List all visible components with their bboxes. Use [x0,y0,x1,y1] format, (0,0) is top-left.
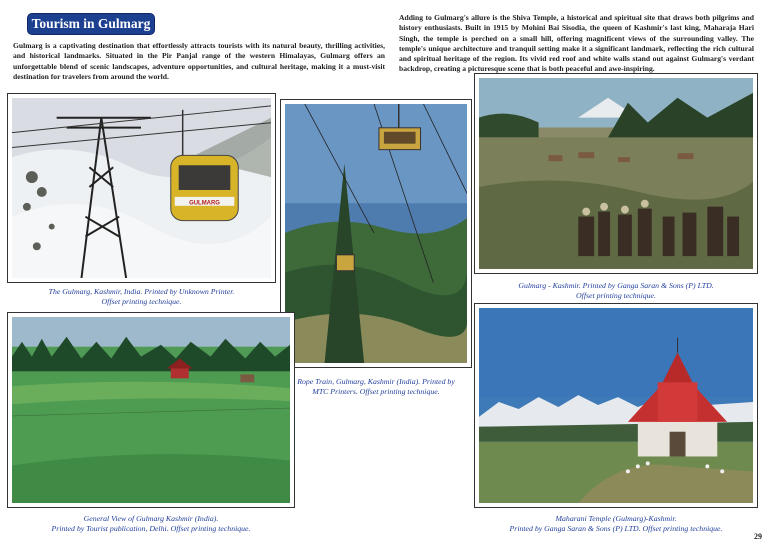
photo-temple [474,303,758,508]
photo-horse-riders [474,73,758,274]
photo-rope-train [280,99,472,368]
caption-horse-riders: Gulmarg - Kashmir. Printed by Ganga Saran & Sons (P) LTD. Offset printing technique. [518,281,714,300]
temple-paragraph: Adding to Gulmarg's allure is the Shiva Temple, a historical and spiritual site that draws both pilgrims and history enthusiasts. Built in 1915 by Mohini Bai Sisodia, the queen of Kashmir's last king, Maharaja Hari Singh, the temple is perched on a small hill, offering magnificent views of the surrounding valley. The temple's unique architecture and tranquil setting make it a significant landmark, reflecting the rich cultural and spiritual heritage of the region. Its vivid red roof and white walls stand out against Gulmarg's verdant backdrop, creating a picturesque scene that is both peaceful and awe-inspiring. [399,13,754,74]
photo-general-view [7,312,295,508]
caption-gondola: The Gulmarg, Kashmir, India. Printed by Unknown Printer. Offset printing technique. [48,287,235,306]
gondola-sign: GULMARG [189,200,220,207]
page-title: Tourism in Gulmarg [27,13,155,35]
intro-paragraph: Gulmarg is a captivating destination that effortlessly attracts tourists with its natural beauty, thrilling activities, and historical landmarks. Situated in the Pir Panjal range of the western Himalayas, Gulmarg offers an unforgettable blend of scenic landscapes, adventure opportunities, and cultural heritage, making it a must-visit destination for travelers from around the world. [13,41,385,81]
caption-rope-train: Rope Train, Gulmarg, Kashmir (India). Printed by MTC Printers. Offset printing technique. [297,377,455,396]
caption-general-view: General View of Gulmarg Kashmir (India). Printed by Tourist publication, Delhi. Offset printing technique. [51,514,251,533]
caption-temple: Maharani Temple (Gulmarg)-Kashmir. Printed by Ganga Saran & Sons (P) LTD. Offset printing technique. [509,514,723,533]
page-number: 29 [754,532,762,541]
photo-gondola [7,93,276,283]
